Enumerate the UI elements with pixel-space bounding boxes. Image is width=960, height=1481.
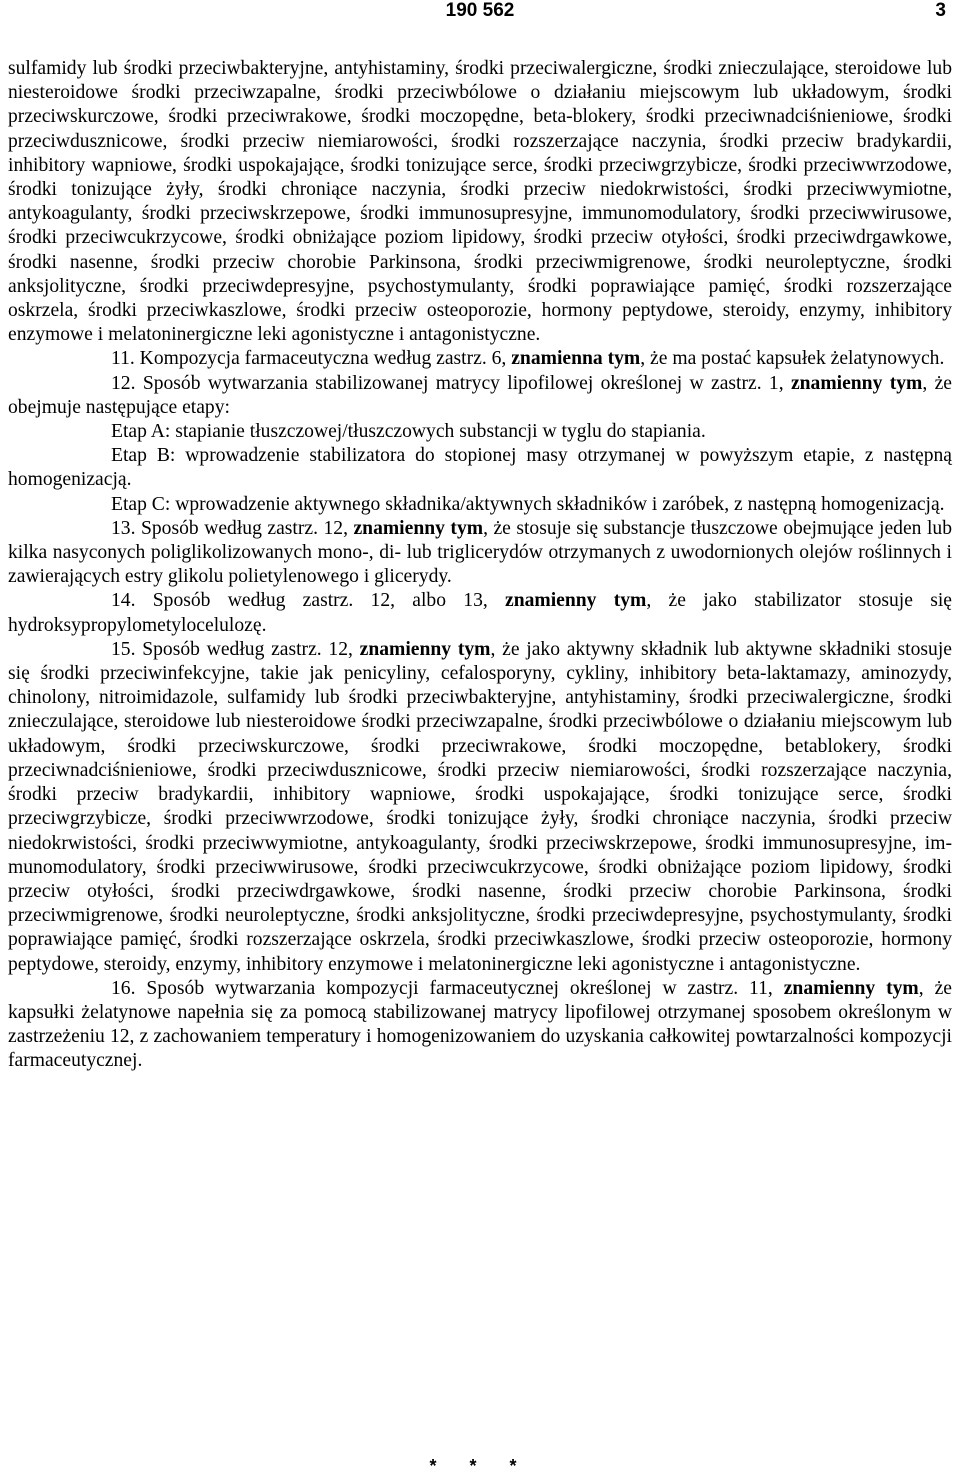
claim-continuation: sulfamidy lub środki przeciwbakteryjne, antyhistaminy, środki przeciwalergiczne, środki znieczulające, steroidowe lub niesteroidowe środki przeciwzapalne, środki przeciwbólowe o działaniu miejscowym lub układowym, środki przeciwskurczowe, środki przeciwrakowe, środki moczopędne, beta-blokery, środki przeciwnadciśnieniowe, środki przeciwdusznicowe, środki przeciw niemiarowości, środki rozszerzające naczynia, środki przeciw bradykardii, inhibitory wapniowe, środki uspokajające, środki tonizujące serce, środki przeciwgrzybicze, środki przeciwwrzodowe, środki tonizujące żyły, środki chroniące naczynia, środki przeciw niedokrwistości, środki przeciwwymiotne, antykoagulanty, środki przeciwskrzepowe, środki immunosupresyjne, immunomodulatory, środki przeciwwirusowe, środki przeciwcukrzycowe, środki obniżające poziom lipidowy, środki przeciw otyłości, środki przeciwdrgawkowe, środki nasenne, środki przeciw chorobie Parkinsona, środki przeciwmigrenowe, środki neuroleptyczne, środki anksjolityczne, środki przeciwdepresyjne, psychostymulanty, środki poprawiające pamięć, środki rozszerzające oskrzela, środki przeciwkaszlowe, środki przeciw osteoporozie, hormony peptydowe, steroidy, enzymy, inhibitory enzymowe i melatoninergiczne leki agonistyczne i antagonistyczne. — [8, 58, 952, 346]
claim-11 — [8, 347, 952, 371]
patent-number: 190 562 — [445, 0, 515, 21]
page-header — [0, 0, 960, 30]
claim-11-text-b: , że ma postać kapsułek żelatynowych. — [640, 348, 945, 370]
claim-12 — [8, 372, 952, 420]
step-a: Etap A: stapianie tłuszczowej/tłuszczowych substancji w tyglu do stapiania. — [111, 421, 706, 443]
claim-15-characterized: znamienny tym — [359, 638, 491, 660]
claim-15 — [8, 638, 952, 977]
claim-16-characterized: znamienny tym — [783, 977, 919, 999]
claim-16 — [8, 977, 952, 1074]
claim-13-text-a: 13. Sposób według zastrz. 12, — [111, 517, 354, 539]
claims-text — [8, 57, 952, 1074]
claim-14-characterized: znamienny tym — [505, 590, 647, 612]
claim-12-text-b: , że obejmuje następujące etapy: — [8, 372, 952, 418]
claim-15-text-a: 15. Sposób według zastrz. 12, — [111, 638, 360, 660]
claim-14 — [8, 589, 952, 637]
claim-15-text-b: , że jako aktywny składnik lub aktywne składniki stosuje się środki przeciwinfekcyjne, takie jak penicyliny, cefalosporyny, cykliny, inhibitory beta-laktamazy, aminozydy, chinolony, nitroimidazole, sulfamidy lub środki przeciwbakteryjne, antyhistaminy, środki przeciwalergiczne, środki znieczulające, steroidowe lub niesteroidowe środki przeciwzapalne, środki przeciwbólowe o działaniu miejscowym lub układowym, środki przeciwskurczowe, środki przeciwrakowe, środki moczopędne, betablokery, środki przeciwnadciśnieniowe, środki przeciwdusznicowe, środki przeciw niemiarowości, środki rozszerzające naczynia, środki przeciw bradykardii, inhibitory wapniowe, środki uspokajające, środki tonizujące serce, środki przeciwgrzybicze, środki przeciwwrzodowe, środki tonizujące żyły, środki chroniące naczynia, środki przeciw niedokrwistości, środki przeciwwymiotne, antykoagulanty, środki przeciwskrzepowe, środki immunosupresyjne, immunomodulatory, środki przeciwwirusowe, środki przeciwcukrzycowe, środki obniżające poziom lipidowy, środki przeciw otyłości, środki przeciwdrgawkowe, środki nasenne, środki przeciw chorobie Parkinsona, środki przeciwmigrenowe, środki neuroleptyczne, środki anksjolityczne, środki przeciwdepresyjne, psychostymulanty, środki poprawiające pamięć, środki rozszerzające oskrzela, środki przeciwkaszlowe, środki przeciw osteoporozie, hormony peptydowe, steroidy, enzymy, inhibitory enzymowe i melatoninergiczne leki agonistyczne i antagonistyczne. — [8, 638, 952, 975]
claim-13 — [8, 517, 952, 590]
end-of-document-stars: * * * — [429, 1456, 531, 1476]
step-c: Etap C: wprowadzenie aktywnego składnika/aktywnych składników i zaróbek, z następną homogenizacją. — [111, 493, 945, 515]
claim-16-text-a: 16. Sposób wytwarzania kompozycji farmaceutycznej określonej w zastrz. 11, — [111, 977, 784, 999]
claim-14-text-b: , że jako stabilizator stosuje się hydroksypropylometylocelulozę. — [8, 590, 952, 636]
claim-12-characterized: znamienny tym — [790, 372, 923, 394]
claim-11-text-a: 11. Kompozycja farmaceutyczna według zastrz. 6, — [111, 348, 512, 370]
step-b: Etap B: wprowadzenie stabilizatora do stopionej masy otrzymanej w powyższym etapie, z następną homogenizacją. — [8, 445, 952, 491]
claim-14-text-a: 14. Sposób według zastrz. 12, albo 13, — [111, 590, 506, 612]
claim-13-characterized: znamienny tym — [353, 517, 484, 539]
claim-16-text-b: , że kapsułki żelatynowe napełnia się za pomocą stabilizowanej matrycy lipofilowej otrzymanej sposobem określonym w zastrzeżeniu 12, z zachowaniem temperatury i homogenizowaniem do uzyskania całkowitej powtarzalności kompozycji farmaceutycznej. — [8, 977, 952, 1072]
claim-11-characterized: znamienna tym — [511, 348, 641, 370]
claim-13-text-b: , że stosuje się substancje tłuszczowe obejmujące jeden lub kilka nasyconych poliglikolizowanych mono-, di- lub triglicerydów otrzymanych z uwodornionych olejów roślinnych i zawierających estry glikolu polietylenowego i glicerydy. — [8, 517, 952, 588]
claim-12-text-a: 12. Sposób wytwarzania stabilizowanej matrycy lipofilowej określonej w zastrz. 1, — [111, 372, 791, 394]
page-number: 3 — [935, 0, 946, 21]
